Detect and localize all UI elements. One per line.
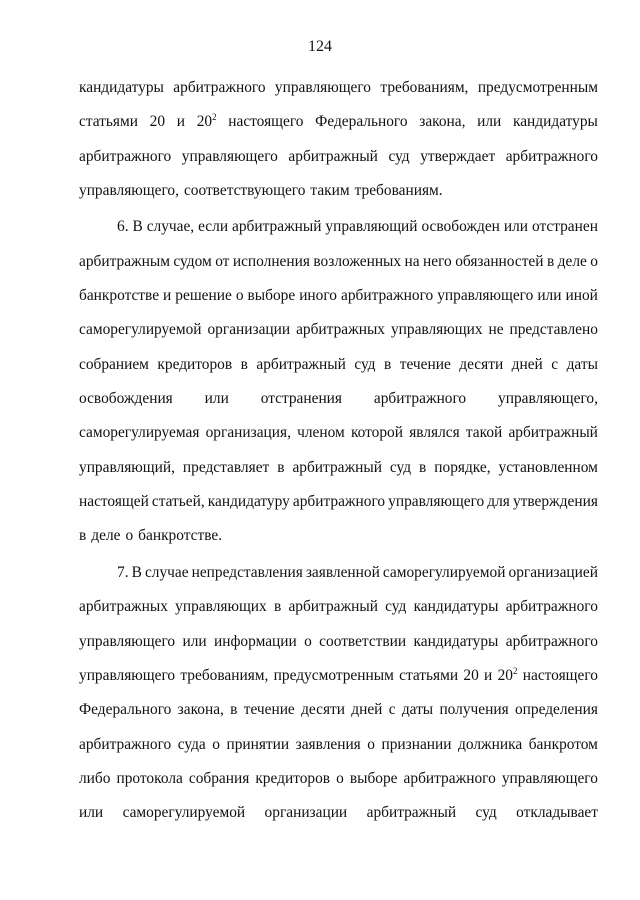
paragraph [79,556,598,831]
text-line: статьями 20 и $20^2$ настоящего Федерального закона, или кандидатуры [79,112,598,131]
document-body [79,71,598,831]
text-line: управляющего, соответствующего таким требованиям. [79,182,443,200]
text-line: либо протокола собрания кредиторов о выборе арбитражного управляющего [79,769,598,787]
text-line: управляющего или информации о соответствии кандидатуры арбитражного [79,632,598,650]
text-line: управляющий, представляет в арбитражный суд в порядке, установленном [79,458,598,476]
text-line: арбитражным судом от исполнения возложенных на него обязанностей в деле о [79,252,598,270]
text-line: банкротстве и решение о выборе иного арбитражного управляющего или иной [79,287,598,305]
text-line: или саморегулируемой организации арбитражный суд откладывает [79,804,598,822]
text-line: Федерального закона, в течение десяти дней с даты получения определения [79,701,598,719]
text-line: управляющего требованиям, предусмотренным статьями 20 и $20^2$ настоящего [79,665,598,684]
paragraph [79,71,598,208]
text-line: арбитражного управляющего арбитражный суд утверждает арбитражного [79,147,598,165]
text-line: настоящей статьей, кандидатуру арбитражного управляющего для утверждения [79,493,598,511]
page-number: 124 [308,38,332,55]
text-line: кандидатуры арбитражного управляющего требованиям, предусмотренным [79,79,598,96]
paragraph [79,210,598,553]
text-line: саморегулируемая организация, членом которой являлся такой арбитражный [79,424,598,442]
text-line: арбитражного суда о принятии заявления о признании должника банкротом [79,735,598,753]
text-line: арбитражных управляющих в арбитражный суд кандидатуры арбитражного [79,598,598,616]
text-line: освобождения или отстранения арбитражного управляющего, [79,390,598,408]
text-line: собранием кредиторов в арбитражный суд в течение десяти дней с даты [79,355,598,373]
text-line: 6. В случае, если арбитражный управляющий освобожден или отстранен [117,218,598,236]
text-line: 7. В случае непредставления заявленной саморегулируемой организацией [117,563,598,581]
text-line: саморегулируемой организации арбитражных управляющих не представлено [79,321,598,339]
text-line: в деле о банкротстве. [79,527,223,545]
